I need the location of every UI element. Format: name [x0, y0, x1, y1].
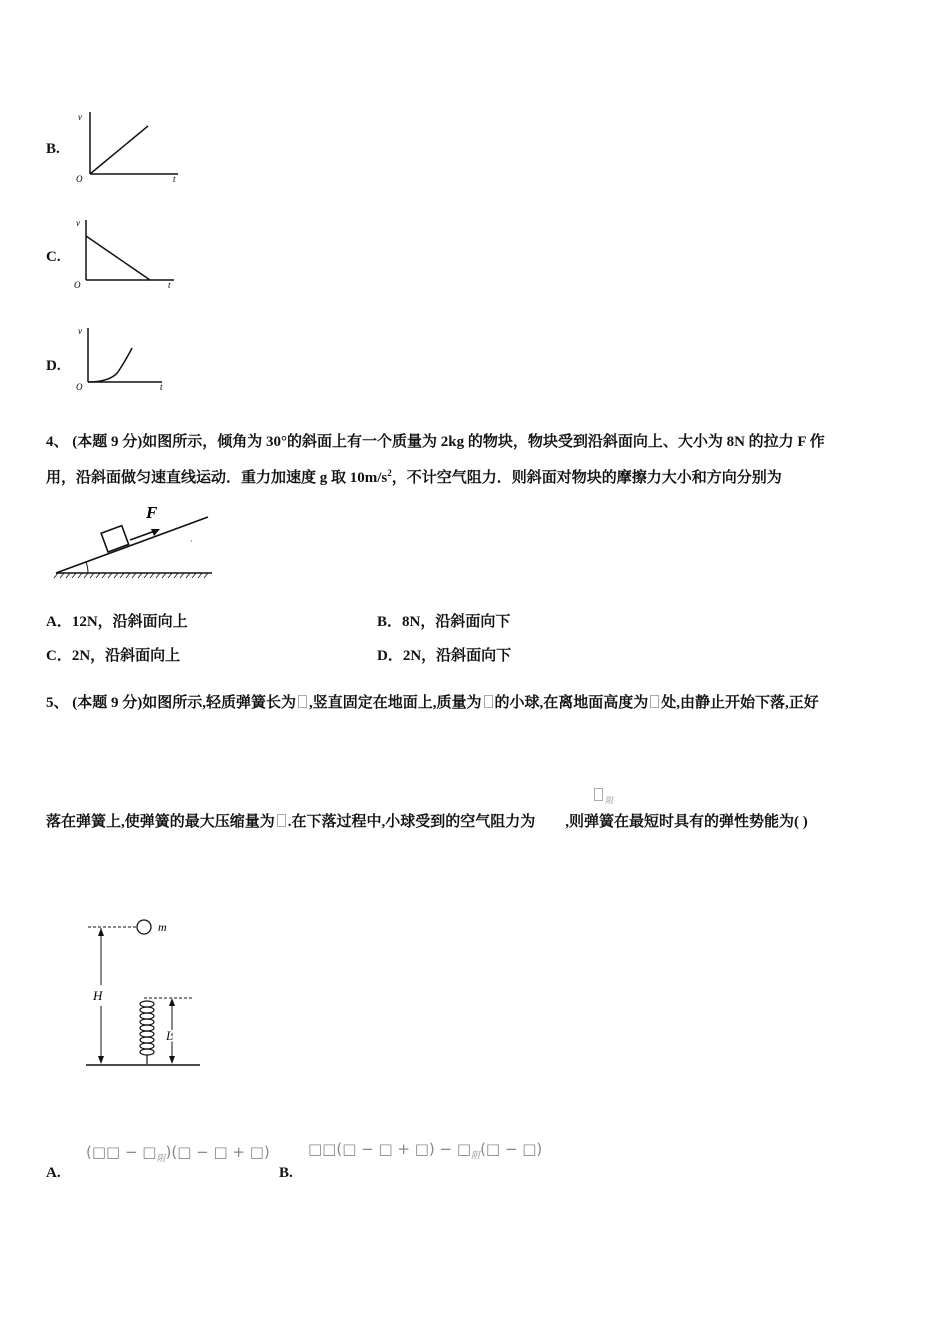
graph-c-xlabel: t: [168, 280, 171, 290]
symbol-placeholder: [277, 814, 286, 827]
option-c-label: C.: [46, 249, 61, 265]
height-label: H: [93, 988, 103, 1003]
q4-option-b[interactable]: B．8N，沿斜面向下: [377, 614, 511, 630]
graph-c-ylabel: v: [76, 218, 80, 228]
mass-label: m: [158, 920, 167, 934]
q4-line1: 4、 (本题 9 分)如图所示，倾角为 30°的斜面上有一个质量为 2kg 的物块，物块受到沿斜面向上、大小为 8N 的拉力 F 作: [46, 434, 825, 450]
q4-option-d[interactable]: D．2N，沿斜面向下: [377, 648, 512, 664]
q5-option-b-label[interactable]: B.: [279, 1165, 293, 1181]
q4-option-c[interactable]: C．2N，沿斜面向上: [46, 648, 181, 664]
symbol-placeholder: [298, 695, 307, 708]
force-label: F: [146, 503, 158, 522]
incline-figure: [50, 500, 220, 582]
option-d-label: D.: [46, 358, 61, 374]
graph-c-decreasing: [70, 212, 190, 294]
q5-line1: 5、 (本题 9 分)如图所示,轻质弹簧长为 ,竖直固定在地面上,质量为 的小球,在离地面高度为 处,由静止开始下落,正好: [46, 695, 819, 711]
graph-b-increasing: [70, 104, 190, 186]
air-resistance-symbol: 阻: [592, 788, 613, 806]
symbol-placeholder: [484, 695, 493, 708]
graph-d-xlabel: t: [160, 382, 163, 392]
q5-line2: 落在弹簧上,使弹簧的最大压缩量为 .在下落过程中,小球受到的空气阻力为 ,则弹簧在最短时具有的弹性势能为( ): [46, 814, 808, 830]
graph-d-curve: [70, 320, 180, 396]
q4-line2: 用，沿斜面做匀速直线运动．重力加速度 g 取 $10m/s^2$，不计空气阻力．则斜面对物块的摩擦力大小和方向分别为: [46, 468, 782, 486]
q4-option-a[interactable]: A．12N，沿斜面向上: [46, 614, 188, 630]
option-b-label: B.: [46, 141, 60, 157]
q5-option-b-formula: □□(□ − □ + □) − $□_阻(□$ − □): [308, 1140, 543, 1161]
q5-option-a-label[interactable]: A.: [46, 1165, 61, 1181]
graph-b-xlabel: t: [173, 174, 176, 184]
q5-option-a-formula: (□□ − $□_阻)(□$ − □ + □): [86, 1143, 270, 1164]
graph-b-ylabel: v: [78, 112, 82, 122]
length-label: L: [166, 1028, 174, 1043]
graph-d-ylabel: v: [78, 326, 82, 336]
symbol-placeholder: [650, 695, 659, 708]
graph-c-origin: O: [74, 280, 81, 290]
graph-b-origin: O: [76, 174, 83, 184]
svg-text:·: ·: [190, 537, 193, 546]
spring-figure: [80, 910, 220, 1076]
graph-d-origin: O: [76, 382, 83, 392]
